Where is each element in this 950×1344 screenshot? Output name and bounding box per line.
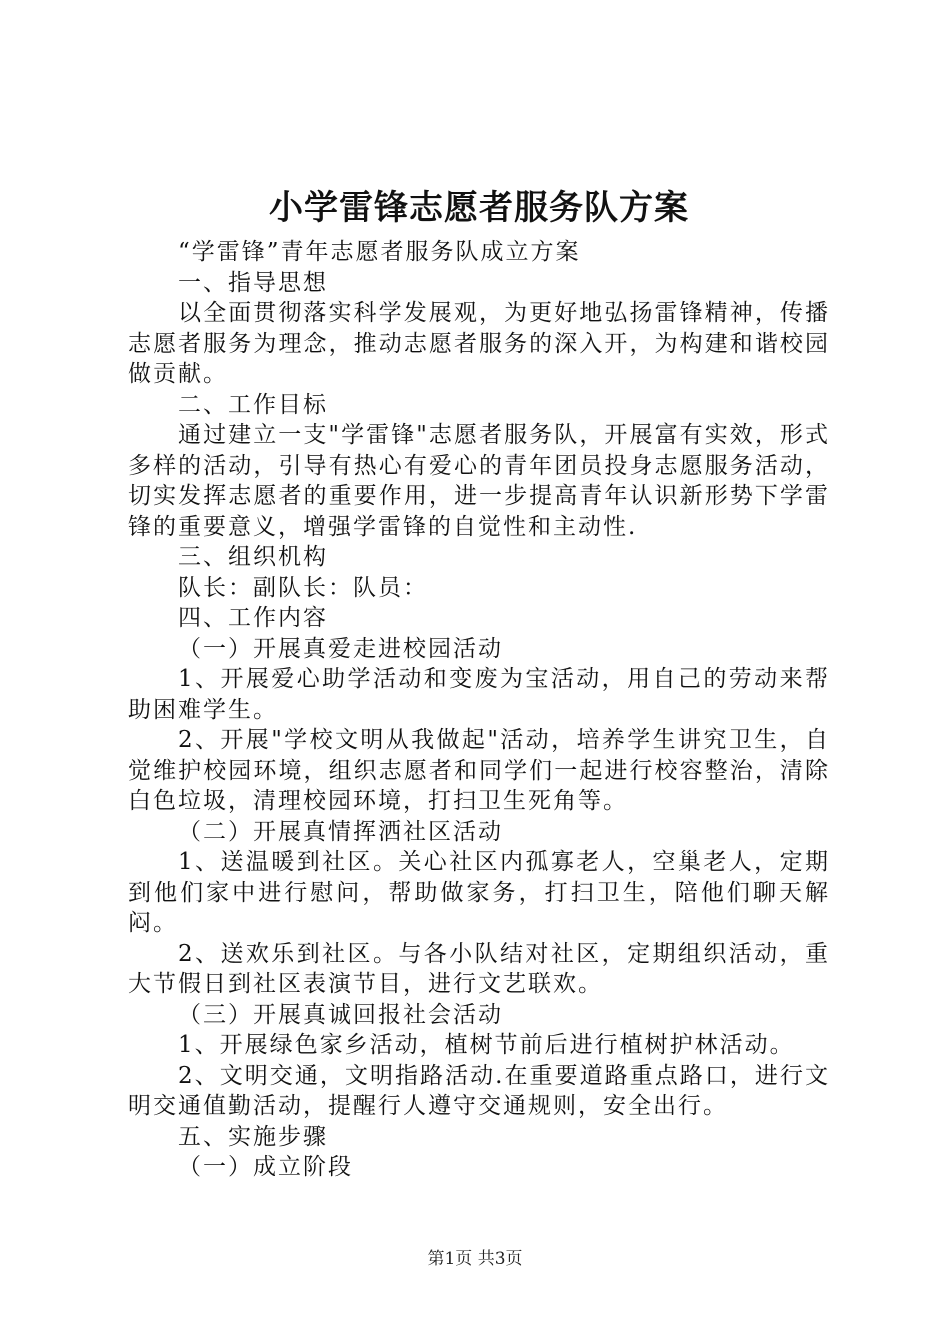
paragraph-work-goal: 通过建立一支"学雷锋"志愿者服务队，开展富有实效，形式多样的活动，引导有热心有爱心的青年团员投身志愿服务活动，切实发挥志愿者的重要作用，进一步提高青年认识新形势下学雷锋的重要意义，增强学雷锋的自觉性和主动性. — [128, 422, 830, 540]
subtitle-paragraph: “学雷锋”青年志愿者服务队成立方案 — [178, 239, 581, 265]
subheading-community-activity: （二）开展真情挥洒社区活动 — [178, 818, 503, 845]
paragraph-society-2: 2、文明交通，文明指路活动.在重要道路重点路口，进行文明交通值勤活动，提醒行人遵守交通规则，安全出行。 — [128, 1062, 830, 1119]
subheading-establishment-stage: （一）成立阶段 — [178, 1154, 353, 1180]
paragraph-society-1: 1、开展绿色家乡活动，植树节前后进行植树护林活动。 — [178, 1032, 795, 1058]
section-heading-steps: 五、实施步骤 — [178, 1123, 328, 1150]
document-title: 小学雷锋志愿者服务队方案 — [269, 188, 689, 228]
section-heading-work-goal: 二、工作目标 — [178, 391, 328, 418]
document-body — [128, 183, 830, 1183]
paragraph-guiding-thought: 以全面贯彻落实科学发展观，为更好地弘扬雷锋精神，传播志愿者服务为理念，推动志愿者服务的深入开，为构建和谐校园做贡献。 — [128, 300, 830, 387]
section-heading-guiding-thought: 一、指导思想 — [178, 269, 328, 296]
paragraph-campus-2: 2、开展"学校文明从我做起"活动，培养学生讲究卫生，自觉维护校园环境，组织志愿者和同学们一起进行校容整治，清除白色垃圾，清理校园环境，打扫卫生死角等。 — [128, 727, 830, 814]
section-heading-work-content: 四、工作内容 — [178, 605, 328, 631]
paragraph-community-2: 2、送欢乐到社区。与各小队结对社区，定期组织活动，重大节假日到社区表演节目，进行文艺联欢。 — [128, 940, 830, 997]
paragraph-campus-1: 1、开展爱心助学活动和变废为宝活动，用自己的劳动来帮助困难学生。 — [128, 666, 830, 723]
section-heading-organization: 三、组织机构 — [178, 544, 328, 570]
paragraph-organization: 队长：副队长：队员： — [178, 574, 428, 601]
page-footer: 第1页 共3页 — [427, 1249, 523, 1269]
subheading-society-activity: （三）开展真诚回报社会活动 — [178, 1001, 503, 1028]
subheading-campus-activity: （一）开展真爱走进校园活动 — [178, 635, 503, 662]
paragraph-community-1: 1、送温暖到社区。关心社区内孤寡老人，空巢老人，定期到他们家中进行慰问，帮助做家务，打扫卫生，陪他们聊天解闷。 — [128, 849, 830, 936]
